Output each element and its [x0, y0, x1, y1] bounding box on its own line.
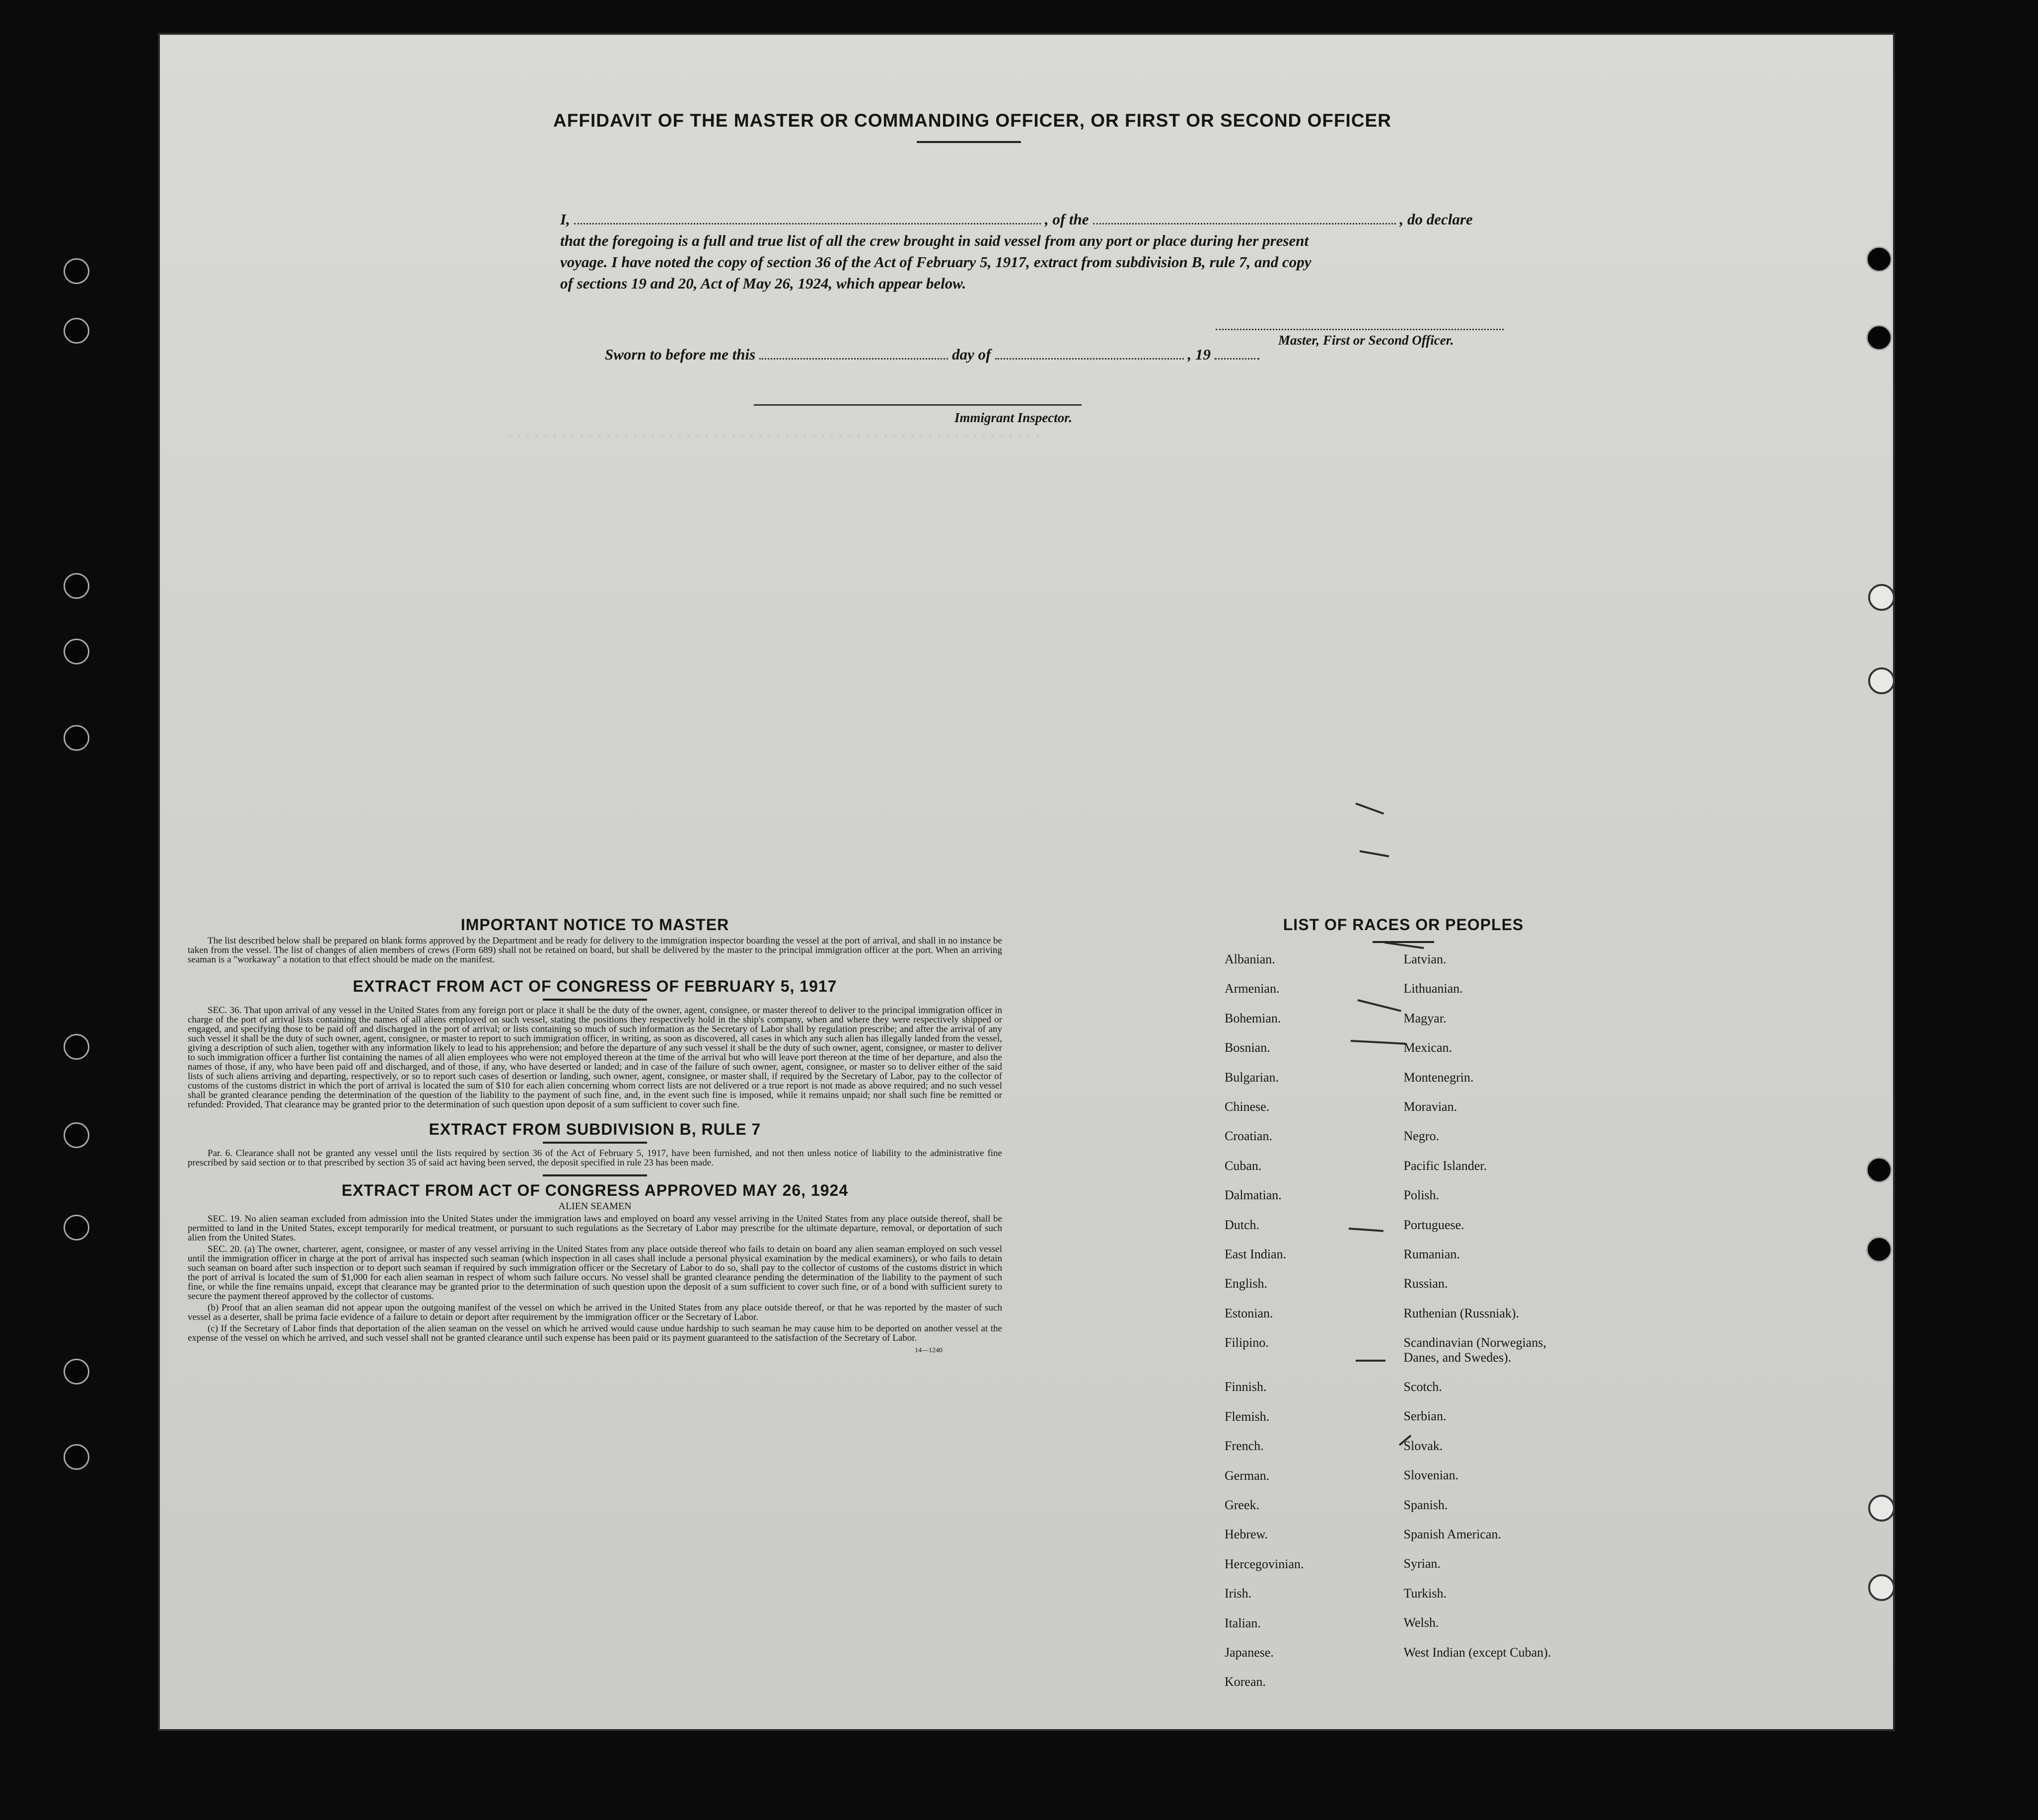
- race-item: Hebrew.: [1225, 1527, 1268, 1542]
- race-item: Chinese.: [1225, 1099, 1270, 1114]
- affidavit-line: of sections 19 and 20, Act of May 26, 1924, which appear below.: [560, 275, 966, 292]
- notice-text: The list described below shall be prepared on blank forms approved by the Department and be ready for delivery to the immigration inspector boarding the vessel at the port of arrival, and shall in no instance be taken from the vessel. The list of changes of alien members of crews (Form 689) shall not be retained on board, but shall be delivered by the master to the principal immigration officer at the port. When an arriving seaman is a "workaway" a notation to that effect should be made on the manifest.: [188, 936, 1002, 965]
- day-of-label: day of: [952, 346, 991, 363]
- race-item: Hercegovinian.: [1225, 1556, 1304, 1571]
- race-item: Estonian.: [1225, 1306, 1273, 1320]
- race-item: Syrian.: [1403, 1556, 1441, 1571]
- legal-notice-section: [188, 916, 1002, 1355]
- race-item: Lithuanian.: [1403, 981, 1463, 996]
- do-declare-label: , do declare: [1399, 211, 1473, 228]
- race-item: Bosnian.: [1225, 1040, 1270, 1055]
- punch-hole: [64, 1359, 89, 1384]
- extract1-title: EXTRACT FROM ACT OF CONGRESS OF FEBRUARY 5, 1917: [353, 977, 837, 995]
- race-item: Cuban.: [1225, 1158, 1262, 1173]
- extract3-subtitle: ALIEN SEAMEN: [558, 1201, 632, 1212]
- notice-title: IMPORTANT NOTICE TO MASTER: [460, 916, 729, 934]
- race-item: Bulgarian.: [1225, 1070, 1279, 1085]
- divider: [543, 1174, 647, 1176]
- punch-hole: [64, 1122, 89, 1148]
- race-item: Moravian.: [1403, 1099, 1457, 1114]
- race-item: Mexican.: [1403, 1040, 1452, 1055]
- extract2-title: EXTRACT FROM SUBDIVISION B, RULE 7: [429, 1120, 761, 1138]
- races-title: LIST OF RACES OR PEOPLES: [1283, 916, 1524, 934]
- vessel-field[interactable]: [1093, 223, 1396, 224]
- divider: [543, 999, 647, 1001]
- extract2-text: Par. 6. Clearance shall not be granted any vessel until the lists required by section 36 of the Act of February 5, 1917, have been furnished, and not then unless notice of liability to the administrative fine prescribed by said section or to that prescribed by section 35 of said act having been served, the deposit specified in rule 23 has been made.: [188, 1148, 1002, 1168]
- punch-hole: [64, 318, 89, 344]
- race-item: Armenian.: [1225, 981, 1280, 996]
- sworn-line: [605, 346, 1263, 364]
- inspector-signature-field[interactable]: [754, 404, 1082, 406]
- punch-hole: [64, 1444, 89, 1470]
- race-item: Slovenian.: [1403, 1468, 1459, 1483]
- race-item: Japanese.: [1225, 1645, 1274, 1660]
- bleed-through-text: ............................................................: [506, 425, 1042, 442]
- form-number: 14—1240: [915, 1347, 943, 1354]
- affidavit-line: that the foregoing is a full and true list of all the crew brought in said vessel from any port or place during her present: [560, 232, 1309, 249]
- race-item: Welsh.: [1403, 1615, 1439, 1630]
- punch-hole: [64, 1034, 89, 1060]
- name-field[interactable]: [574, 223, 1041, 224]
- punch-hole: [1868, 584, 1895, 611]
- race-item: Filipino.: [1225, 1335, 1269, 1350]
- sec20b-text: (b) Proof that an alien seaman did not appear upon the outgoing manifest of the vessel on which he arrived in the United States from any place outside thereof, or that he was reported by the master of such vessel as a deserter, shall be prima facie evidence of a failure to detain or deport after requirement by the immigration officer or the Secretary of Labor.: [188, 1303, 1002, 1322]
- pen-mark: [1355, 802, 1384, 814]
- race-item: Spanish.: [1403, 1497, 1448, 1512]
- sec19-text: SEC. 19. No alien seaman excluded from admission into the United States under the immigration laws and employed on board any vessel arriving in the United States from any place outside thereof, shall be permitted to land in the United States, except temporarily for medical treatment, or pursuant to such regulations as the Secretary of Labor may prescribe for the ultimate departure, removal, or deportation of such alien from the United States.: [188, 1214, 1002, 1243]
- of-the-label: , of the: [1044, 211, 1089, 228]
- affidavit-text: [560, 209, 1717, 294]
- punch-hole: [1868, 1495, 1895, 1522]
- race-item: East Indian.: [1225, 1246, 1287, 1261]
- race-item: Greek.: [1225, 1498, 1260, 1513]
- sworn-label: Sworn to before me this: [605, 346, 756, 363]
- extract1-text: SEC. 36. That upon arrival of any vessel in the United States from any foreign port or place it shall be the duty of the owner, agent, consignee, or master thereof to deliver to the principal immigration officer in charge of the port of arrival lists containing the names of all aliens employed on such vessel, stating the positions they respectively hold in the ship's company, when and where they were respectively shipped or engaged, and specifying those to be paid off and discharged in the port of arrival; or lists containing so much of such information as the Secretary of Labor shall by regulation prescribe; and after the arrival of any such vessel it shall be the duty of such owner, agent, consignee, or master to report to such immigration officer, in writing, as soon as discovered, all cases in which any such alien has illegally landed from the vessel, giving a description of such alien, together with any information likely to lead to his apprehension; and before the departure of any such vessel it shall be the duty of such owner, agent, consignee, or master to deliver to such immigration officer a further list containing the names of all alien employees who were not employed thereon at the time of the arrival but who will leave port thereon at the time of her departure, and also the names of those, if any, who have been paid off and discharged, and of those, if any, who have deserted or landed; and in case of the failure of such owner, agent, consignee, or master so to deliver either of the said lists of such aliens arriving and departing, respectively, or so to report such cases of desertion or landing, such owner, agent, consignee, or master shall, if required by the Secretary of Labor, pay to the collector of customs of the customs district in which the port of arrival is located the sum of $10 for each alien concerning whom correct lists are not delivered or a true report is not made as above required; and no such vessel shall be granted clearance pending the determination of the question of the liability to the payment of such fine, and, in the event such fine is imposed, while it remains unpaid; nor shall such fine be remitted or refunded: Provided, That clearance may be granted prior to the determination of such question upon deposit of a sum sufficient to cover such fine.: [188, 1005, 1002, 1110]
- races-left-column: [1215, 952, 1394, 1704]
- punch-hole: [64, 258, 89, 284]
- race-item: Portuguese.: [1403, 1217, 1464, 1232]
- race-item: Slovak.: [1403, 1438, 1443, 1453]
- race-item: Bohemian.: [1225, 1011, 1281, 1025]
- race-item: German.: [1225, 1468, 1270, 1483]
- affidavit-title: AFFIDAVIT OF THE MASTER OR COMMANDING OFFICER, OR FIRST OR SECOND OFFICER: [553, 110, 1391, 131]
- races-section: [1215, 916, 1592, 1704]
- inspector-label: Immigrant Inspector.: [954, 410, 1073, 425]
- punch-hole: [1868, 667, 1895, 694]
- sworn-month-field[interactable]: [995, 358, 1184, 360]
- sworn-year-field[interactable]: [1215, 358, 1259, 360]
- race-item: West Indian (except Cuban).: [1403, 1645, 1551, 1660]
- punch-hole: [64, 639, 89, 664]
- affidavit-line: voyage. I have noted the copy of section 36 of the Act of February 5, 1917, extract from subdivision B, rule 7, and copy: [560, 253, 1311, 271]
- affidavit-section: [158, 33, 1895, 425]
- race-item: French.: [1225, 1439, 1264, 1454]
- race-item: Rumanian.: [1403, 1246, 1460, 1261]
- race-item: English.: [1225, 1276, 1267, 1291]
- extract3-title: EXTRACT FROM ACT OF CONGRESS APPROVED MAY 26, 1924: [341, 1181, 849, 1199]
- race-item: Latvian.: [1403, 952, 1447, 966]
- sec20a-text: SEC. 20. (a) The owner, charterer, agent, consignee, or master of any vessel arriving in the United States from any place outside thereof who fails to detain on board any alien seaman employed on such vessel until the immigration officer in charge at the port of arrival has inspected such seaman (which inspection in all cases shall include a personal physical examination by the medical examiners), or who fails to detain such seaman on board after such inspection or to deport such seaman if required by such immigration officer or the Secretary of Labor to do so, shall pay to the collector of customs of the customs district in which the port of arrival is located the sum of $1,000 for each alien seaman in respect of whom such failure occurs. No vessel shall be granted clearance pending the determination of the liability to the payment of such fine, or while the fine remains unpaid, except that clearance may be granted prior to the determination of such question upon the deposit of a sum sufficient to cover such fine, or of a bond with sufficient surety to secure the payment thereof approved by the collector of customs.: [188, 1244, 1002, 1302]
- race-item: Polish.: [1403, 1188, 1440, 1203]
- race-item: Scandinavian (Norwegians, Danes, and Swedes).: [1403, 1335, 1546, 1365]
- race-item: Negro.: [1403, 1129, 1439, 1144]
- master-signature-field[interactable]: [1216, 329, 1504, 330]
- race-item: Serbian.: [1403, 1409, 1447, 1424]
- year-prefix-label: , 19: [1187, 346, 1211, 363]
- master-signature-label: Master, First or Second Officer.: [1278, 333, 1454, 348]
- punch-hole: [64, 1215, 89, 1240]
- race-item: Irish.: [1225, 1586, 1252, 1601]
- divider: [917, 141, 1021, 143]
- race-item: Scotch.: [1403, 1380, 1442, 1394]
- race-item: Russian.: [1403, 1276, 1448, 1291]
- race-item: Korean.: [1225, 1674, 1266, 1689]
- race-item: Croatian.: [1225, 1129, 1273, 1144]
- races-right-column: [1394, 952, 1592, 1704]
- race-item: Flemish.: [1225, 1409, 1270, 1424]
- race-item: Albanian.: [1225, 952, 1275, 966]
- race-item: Spanish American.: [1403, 1527, 1501, 1542]
- race-item: Dalmatian.: [1225, 1188, 1282, 1203]
- race-item: Finnish.: [1225, 1380, 1267, 1394]
- punch-hole: [64, 725, 89, 751]
- race-item: Dutch.: [1225, 1217, 1260, 1232]
- sec20c-text: (c) If the Secretary of Labor finds that deportation of the alien seaman on the vessel on which he arrived would cause undue hardship to such seaman he may cause him to be deported on another vessel at the expense of the vessel on which he arrived, and such vessel shall not be granted clearance until such expense has been paid or its payment guaranteed to the satisfaction of the Secretary of Labor.: [188, 1323, 1002, 1343]
- race-item: Italian.: [1225, 1615, 1261, 1630]
- divider: [1373, 941, 1434, 943]
- punch-hole: [1866, 1157, 1892, 1183]
- punch-hole: [1868, 1574, 1895, 1601]
- race-item: Magyar.: [1403, 1011, 1447, 1025]
- race-item: Pacific Islander.: [1403, 1158, 1487, 1173]
- race-item: Ruthenian (Russniak).: [1403, 1306, 1520, 1320]
- punch-hole: [1866, 1237, 1892, 1262]
- divider: [543, 1142, 647, 1144]
- race-item: Montenegrin.: [1403, 1070, 1474, 1085]
- pen-mark: [1360, 850, 1389, 857]
- i-label: I,: [560, 211, 570, 228]
- race-item: Turkish.: [1403, 1586, 1447, 1601]
- punch-hole: [64, 573, 89, 599]
- sworn-day-field[interactable]: [759, 358, 948, 360]
- document-page: [158, 33, 1895, 1731]
